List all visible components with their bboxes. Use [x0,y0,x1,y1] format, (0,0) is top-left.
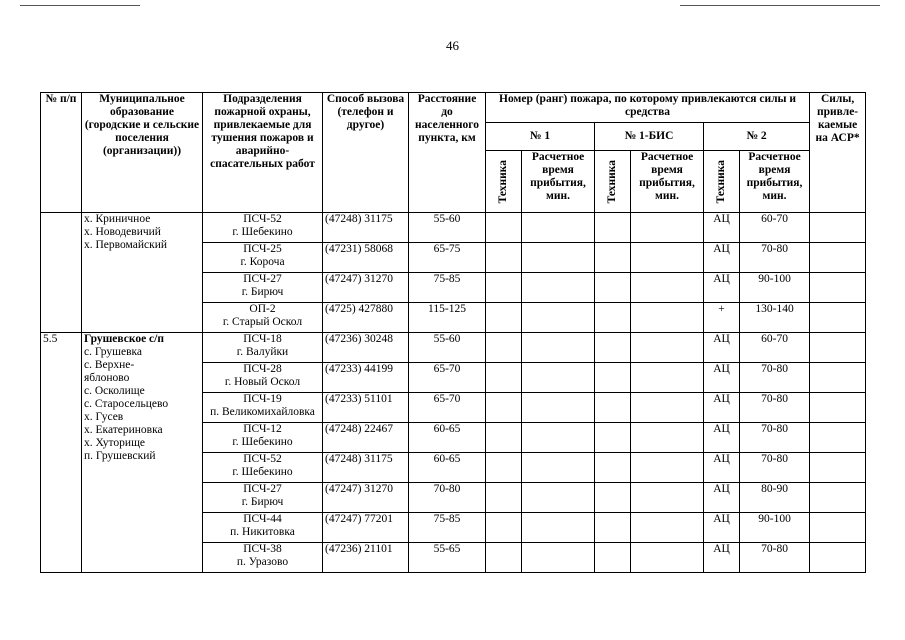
row-number: 5.5 [41,333,82,573]
phone-cell: (47248) 31175 [323,213,409,243]
scan-artifact-top-right [680,5,880,6]
phone-cell: (47247) 77201 [323,513,409,543]
unit-cell [203,453,323,483]
header-time-2: Расчетное время прибытия, мин. [740,151,810,213]
equipment-1bis-cell [595,513,631,543]
time-1bis-cell [631,363,704,393]
unit-location: г. Шебекино [232,466,293,478]
unit-cell [203,333,323,363]
unit-location: г. Шебекино [232,436,293,448]
header-fire-rank: Номер (ранг) пожара, по которому привлекаются силы и средства [486,93,810,123]
equipment-2-cell: АЦ [704,543,740,573]
equipment-1-cell [486,393,522,423]
distance-cell: 60-65 [409,453,486,483]
time-2-cell: 70-80 [740,363,810,393]
unit-location: г. Новый Оскол [224,376,301,388]
phone-cell: (47233) 51101 [323,393,409,423]
equipment-2-cell: АЦ [704,393,740,423]
unit-location: п. Великомихайловка [210,406,315,418]
distance-cell: 55-60 [409,213,486,243]
unit-location: г. Старый Оскол [222,316,303,328]
forces-asr-cell [810,243,866,273]
equipment-2-cell: АЦ [704,333,740,363]
phone-cell: (47247) 31270 [323,483,409,513]
distance-cell: 70-80 [409,483,486,513]
forces-asr-cell [810,333,866,363]
unit-cell [203,273,323,303]
time-1-cell [522,243,595,273]
phone-cell: (47236) 30248 [323,333,409,363]
table-row [41,333,866,363]
equipment-2-cell: АЦ [704,483,740,513]
unit-name: ПСЧ-52 [243,213,282,225]
equipment-2-cell: АЦ [704,363,740,393]
time-1bis-cell [631,273,704,303]
header-equipment-2: Техника [715,159,727,204]
settlement-name: яблоново [84,372,130,384]
unit-location: г. Бирюч [241,496,284,508]
unit-name: ПСЧ-27 [243,273,282,285]
time-1bis-cell [631,543,704,573]
unit-name: ОП-2 [249,303,276,315]
unit-cell [203,483,323,513]
equipment-2-cell: + [704,303,740,333]
time-2-cell: 70-80 [740,393,810,423]
header-municipality: Муниципальное образование (городские и сельские поселения (организации)) [82,93,203,213]
time-1-cell [522,273,595,303]
equipment-1bis-cell [595,393,631,423]
distance-cell: 65-70 [409,363,486,393]
equipment-1bis-cell [595,303,631,333]
header-units: Подразделения пожарной охраны, привлекаемые для тушения пожаров и аварийно-спасательных работ [203,93,323,213]
phone-cell: (47236) 21101 [323,543,409,573]
header-forces-asr: Силы, привле-каемые на АСР* [810,93,866,213]
header-rank-1: № 1 [486,123,595,151]
settlement-name: х. Гусев [84,411,124,423]
distance-cell: 75-85 [409,513,486,543]
time-1-cell [522,483,595,513]
equipment-1-cell [486,333,522,363]
time-1-cell [522,513,595,543]
equipment-2-cell: АЦ [704,423,740,453]
table-row [41,213,866,243]
header-rank-2: № 2 [704,123,810,151]
time-1-cell [522,543,595,573]
equipment-2-cell: АЦ [704,513,740,543]
distance-cell: 115-125 [409,303,486,333]
equipment-2-cell: АЦ [704,453,740,483]
equipment-1bis-cell [595,273,631,303]
equipment-1-cell [486,363,522,393]
equipment-1-cell [486,453,522,483]
fire-forces-table [40,92,866,573]
municipality-name: Грушевское с/п [84,333,164,345]
time-1bis-cell [631,303,704,333]
settlement-name: п. Грушевский [84,450,156,462]
equipment-1bis-cell [595,483,631,513]
time-1bis-cell [631,243,704,273]
header-num: № п/п [41,93,82,213]
equipment-1-cell [486,423,522,453]
time-2-cell: 80-90 [740,483,810,513]
time-2-cell: 70-80 [740,453,810,483]
header-rank-1bis: № 1-БИС [595,123,704,151]
equipment-2-cell: АЦ [704,273,740,303]
header-equipment-1: Техника [497,159,509,204]
distance-cell: 65-70 [409,393,486,423]
forces-asr-cell [810,423,866,453]
unit-name: ПСЧ-38 [243,543,282,555]
municipality-cell [82,333,203,573]
distance-cell: 60-65 [409,423,486,453]
time-1bis-cell [631,453,704,483]
header-time-1bis: Расчетное время прибытия, мин. [631,151,704,213]
time-1-cell [522,393,595,423]
time-1-cell [522,303,595,333]
forces-asr-cell [810,273,866,303]
unit-name: ПСЧ-25 [243,243,282,255]
equipment-1-cell [486,243,522,273]
time-2-cell: 60-70 [740,213,810,243]
unit-location: г. Валуйки [236,346,289,358]
phone-cell: (47233) 44199 [323,363,409,393]
settlement-name: х. Екатериновка [84,424,163,436]
unit-location: г. Шебекино [232,226,293,238]
equipment-1-cell [486,213,522,243]
phone-cell: (47248) 22467 [323,423,409,453]
municipality-cell [82,213,203,333]
unit-cell [203,303,323,333]
time-1bis-cell [631,423,704,453]
settlement-name: х. Первомайский [84,239,167,251]
row-number [41,213,82,333]
time-1-cell [522,363,595,393]
distance-cell: 55-65 [409,543,486,573]
table-header [41,93,866,213]
unit-cell [203,243,323,273]
unit-name: ПСЧ-27 [243,483,282,495]
time-1bis-cell [631,513,704,543]
time-2-cell: 90-100 [740,273,810,303]
equipment-1bis-cell [595,333,631,363]
forces-asr-cell [810,363,866,393]
time-1-cell [522,333,595,363]
page-number: 46 [446,38,459,53]
unit-location: п. Уразово [236,556,289,568]
time-1bis-cell [631,393,704,423]
time-2-cell: 70-80 [740,543,810,573]
phone-cell: (47248) 31175 [323,453,409,483]
time-2-cell: 60-70 [740,333,810,363]
scan-artifact-top-left [20,5,140,6]
forces-asr-cell [810,543,866,573]
equipment-1-cell [486,483,522,513]
equipment-1-cell [486,543,522,573]
unit-cell [203,543,323,573]
equipment-1bis-cell [595,423,631,453]
table-body [41,213,866,573]
unit-cell [203,393,323,423]
forces-asr-cell [810,513,866,543]
settlement-name: х. Хуторище [84,437,146,449]
unit-cell [203,423,323,453]
header-equipment-1bis: Техника [606,159,618,204]
time-2-cell: 70-80 [740,423,810,453]
phone-cell: (4725) 427880 [323,303,409,333]
forces-asr-cell [810,453,866,483]
unit-location: г. Бирюч [241,286,284,298]
time-1bis-cell [631,213,704,243]
forces-asr-cell [810,303,866,333]
time-1-cell [522,453,595,483]
unit-name: ПСЧ-52 [243,453,282,465]
settlement-name: с. Верхне- [84,359,135,371]
time-1bis-cell [631,483,704,513]
distance-cell: 55-60 [409,333,486,363]
time-2-cell: 70-80 [740,243,810,273]
settlement-name: х. Криничное [84,213,151,225]
unit-name: ПСЧ-44 [243,513,282,525]
unit-name: ПСЧ-19 [243,393,282,405]
forces-asr-cell [810,393,866,423]
equipment-1-cell [486,303,522,333]
phone-cell: (47231) 58068 [323,243,409,273]
unit-name: ПСЧ-28 [243,363,282,375]
unit-location: п. Никитовка [230,526,295,538]
header-call-method: Способ вызова (телефон и другое) [323,93,409,213]
header-time-1: Расчетное время прибытия, мин. [522,151,595,213]
equipment-1bis-cell [595,213,631,243]
equipment-1bis-cell [595,543,631,573]
equipment-1bis-cell [595,363,631,393]
equipment-1-cell [486,513,522,543]
phone-cell: (47247) 31270 [323,273,409,303]
header-distance: Расстояние до населенного пункта, км [409,93,486,213]
time-2-cell: 130-140 [740,303,810,333]
settlement-name: с. Осколище [84,385,145,397]
forces-asr-cell [810,483,866,513]
distance-cell: 65-75 [409,243,486,273]
unit-cell [203,513,323,543]
unit-cell [203,363,323,393]
unit-cell [203,213,323,243]
settlement-name: х. Новодевичий [84,226,161,238]
unit-name: ПСЧ-18 [243,333,282,345]
time-2-cell: 90-100 [740,513,810,543]
equipment-1bis-cell [595,453,631,483]
equipment-1-cell [486,273,522,303]
unit-name: ПСЧ-12 [243,423,282,435]
time-1-cell [522,423,595,453]
settlement-name: с. Старосельцево [84,398,169,410]
unit-location: г. Короча [240,256,285,268]
forces-asr-cell [810,213,866,243]
settlement-name: с. Грушевка [84,346,143,358]
time-1bis-cell [631,333,704,363]
equipment-2-cell: АЦ [704,213,740,243]
distance-cell: 75-85 [409,273,486,303]
equipment-2-cell: АЦ [704,243,740,273]
equipment-1bis-cell [595,243,631,273]
time-1-cell [522,213,595,243]
